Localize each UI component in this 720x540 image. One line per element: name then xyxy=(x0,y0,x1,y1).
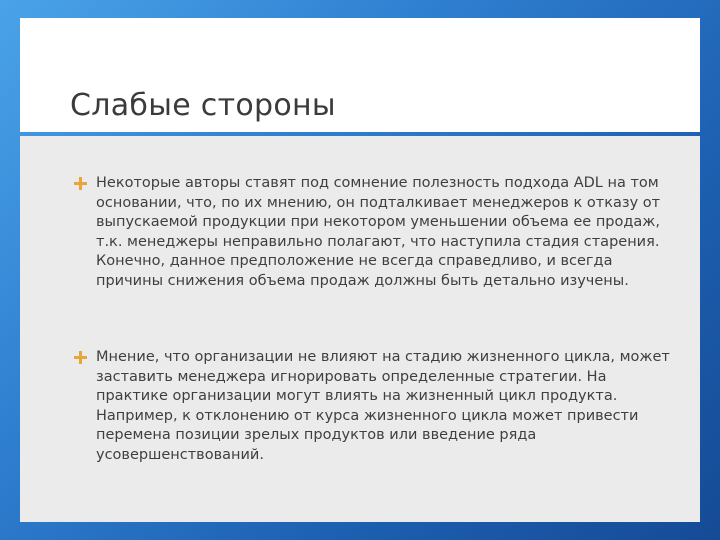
bullet-item xyxy=(74,348,670,466)
slide xyxy=(20,18,700,522)
bullet-text: Мнение, что организации не влияют на стадию жизненного цикла, может заставить менеджера игнорировать определенные стратегии. На практике организации могут влиять на жизненный цикл продукта. Например, к отклонению от курса жизненного цикла может привести перемена позиции зрелых продуктов или введение ряда усовершенствований. xyxy=(96,349,670,463)
bullet-text: Некоторые авторы ставят под сомнение полезность подхода ADL на том основании, что, по их мнению, он подталкивает менеджеров к отказу от выпускаемой продукции при некотором уменьшении объема ее продаж, т.к. менеджеры неправильно полагают, что наступила стадия старения. Конечно, данное предположение не всегда справедливо, и всегда причины снижения объема продаж должны быть детально изучены. xyxy=(96,175,661,289)
title-panel xyxy=(20,18,700,132)
plus-bullet-icon xyxy=(74,177,87,190)
content-panel xyxy=(20,136,700,522)
plus-bullet-icon xyxy=(74,351,87,364)
slide-title: Слабые стороны xyxy=(70,88,336,123)
bullet-item xyxy=(74,174,670,292)
